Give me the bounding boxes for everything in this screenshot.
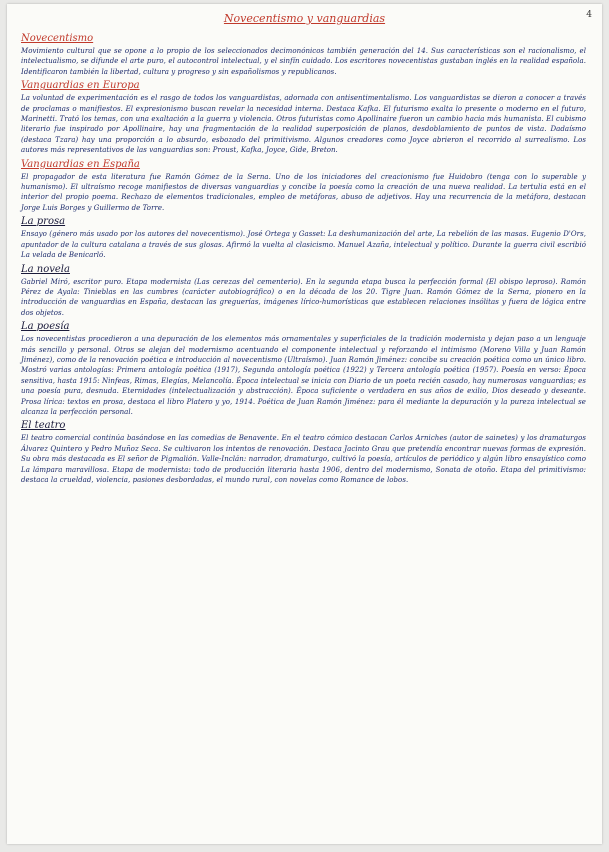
section-body-teatro: El teatro comercial continúa basándose en las comedias de Benavente. En el teatro cómico destacan Carlos Arniches (autor de sainetes) y los dramaturgos Álvarez Quintero y Pedro Muñoz Seca. Se cultivaron los intentos de renovación. Destaca Jacinto Grau que pretendía encontrar nuevas formas de expresión. Su obra más destacada es El señor de Pigmalión. Valle-Inclán: narrador, dramaturgo, cultivó la poesía, artículos de periódico y algún libro ensayístico como La lámpara maravillosa. Etapa de modernista: todo de producción literaria hasta 1906, dentro del modernismo, Sonata de otoño. Etapa del primitivismo: destaca la crueldad, violencia, pasiones desbordadas, el mundo rural, con novelas como Romance de lobos. bbox=[21, 434, 586, 484]
section-heading-vanguardias-europa: Vanguardias en Europa bbox=[21, 80, 140, 92]
section-body-novela: Gabriel Miró, escritor puro. Etapa modernista (Las cerezas del cementerio). En la segunda etapa busca la perfección formal (El obispo leproso). Ramón Pérez de Ayala: Tinieblas en las cumbres (carácter autobiográfico) o en la década de los 20. Tigre Juan. Ramón Gómez de la Serna, pionero en la introducción de vanguardias en España, destacan las greguerías, imágenes lírico-humorísticas que establecen relaciones insólitas y fuera de lógica entre dos objetos. bbox=[21, 277, 586, 317]
section-body-novecentismo: Movimiento cultural que se opone a lo propio de los seleccionados decimonónicos también generación del 14. Sus características son el racionalismo, el intelectualismo, se difunde el arte puro, el autocontrol intelectual, y el sinfín cuidado. Los escritores novecentistas gustaban inglés en la realidad española. Identificaron también la libertad, cultura y progreso y sin españolismos y republicanos. bbox=[21, 47, 586, 76]
section-heading-poesia: La poesía bbox=[21, 321, 70, 333]
section-body-poesia: Los novecentistas procedieron a una depuración de los elementos más ornamentales y superficiales de la tradición modernista y dejan paso a un lenguaje más sencillo y personal. Otros se alejan del modernismo acentuando el componente intelectual y reforzando el intimismo (Moreno Villa y Juan Ramón Jiménez), como de la renovación poética e introducción al novecentismo (Ultraísmo). Juan Ramón Jiménez: concibe su creación poética como un único libro. Mostró varias antologías: Primera antología poética (1917), Segunda antología poética (1922) y Tercera antología poética (1957). Poesía en verso: Época sensitiva, hasta 1915: Ninfeas, Rimas, Elegías, Melancolía. Época intelectual se inicia con Diario de un poeta recién casado, hay numerosas vanguardias; es una poesía pura, desnuda. Eternidades (intelectualización y abstracción). Época suficiente o verdadera en sus años de exilio, Dios deseado y deseante. Prosa lírica: textos en prosa, destaca el libro Platero y yo, 1914. Poética de Juan Ramón Jiménez: para él mediante la depuración y la pureza intelectual se alcanza la perfección personal. bbox=[21, 335, 586, 416]
section-heading-vanguardias-espana: Vanguardias en España bbox=[21, 158, 140, 170]
page-title: Novecentismo y vanguardias bbox=[223, 12, 386, 25]
page-number: 4 bbox=[586, 10, 592, 20]
section-heading-teatro: El teatro bbox=[21, 420, 66, 432]
note-page bbox=[7, 4, 602, 844]
notes-body bbox=[21, 30, 586, 486]
section-body-vanguardias-espana: El propagador de esta literatura fue Ramón Gómez de la Serna. Uno de los iniciadores del creacionismo fue Huidobro (tenga con lo superable y humanismo). El ultraísmo recoge manifiestos de diversas vanguardias y concibe la poesía como la creación de una nueva realidad. La tertulia está en el interior del propio poema. Rechazo de elementos tradicionales, empleo de metáforas, abuso de adjetivos. Hay una recurrencia de la metáfora, destacan Jorge Luis Borges y Guillermo de Torre. bbox=[21, 172, 586, 212]
section-body-vanguardias-europa: La voluntad de experimentación es el rasgo de todos los vanguardistas, adornada con antisentimentalismo. Los vanguardistas se dieron a conocer a través de proclamas o manifiestos. El expresionismo buscan revelar la necesidad interna. Destaca Kafka. El futurismo exalta lo presente o moderno en el futuro, Marinetti. Trató los temas, con una exaltación a la guerra y violencia. Otros futuristas como Apollinaire fueron un cambio hacia más humanista. El cubismo literario fue inspirado por Apollinaire, hay una fragmentación de la realidad superposición de planos, desdoblamiento de puntos de vista. Dadaísmo (destaca Tzara) hay una proporción a lo absurdo, esbozado del primitivismo. Algunos creadores como Joyce abrieron el recorrido al surrealismo. Los autores más representativos de las vanguardias son: Proust, Kafka, Joyce, Gide, Breton. bbox=[21, 94, 586, 155]
section-heading-novela: La novela bbox=[21, 263, 70, 275]
section-heading-novecentismo: Novecentismo bbox=[21, 33, 94, 44]
section-body-prosa: Ensayo (género más usado por los autores del novecentismo). José Ortega y Gasset: La deshumanización del arte, La rebelión de las masas. Eugenio D'Ors, apuntador de la cultura catalana a través de sus glosas. Afirmó la vuelta al clasicismo. Manuel Azaña, intelectual y político. Durante la guerra civil escribió La velada de Benicarló. bbox=[21, 230, 586, 260]
section-heading-prosa: La prosa bbox=[21, 216, 66, 228]
